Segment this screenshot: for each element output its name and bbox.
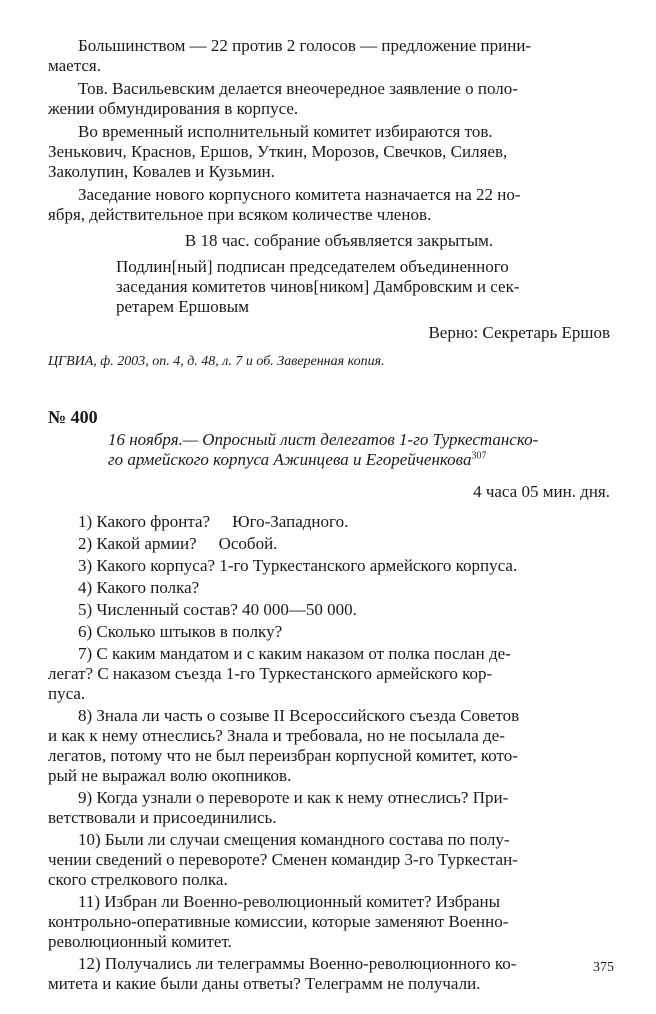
answer: 40 000—50 000. (242, 600, 357, 619)
page-number: 375 (593, 960, 614, 975)
question-line (48, 556, 610, 576)
closing-line: В 18 час. собрание объявляется закрытым. (184, 231, 494, 250)
question-paragraph: 8) Знала ли часть о созыве II Всероссийского съезда Советов и как к нему отнеслись? Знала и требовала, но не посылала де- легатов, потому что не был переизбран корпусной комитет, кото- рый не выражал волю окопников. (48, 706, 520, 785)
answer: Особой. (218, 534, 278, 553)
signed-note: Подлин[ный] подписан председателем объединенного заседания комитетов чинов[ником] Дамбровским и сек- ретарем Ершовым (116, 257, 520, 316)
question: 1) Какого фронта? (78, 512, 211, 531)
top-section (48, 36, 610, 371)
question-line (48, 600, 610, 620)
question-line (48, 534, 610, 554)
question-paragraph: 7) С каким мандатом и с каким наказом от полка послан де- легат? С наказом съезда 1-го Туркестанского армейского кор- пуса. (48, 644, 511, 703)
document-title-text: 16 ноября.— Опросный лист делегатов 1-го Туркестанско- го армейского корпуса Ажинцева и Егорейченкова (108, 430, 539, 469)
answer: 1-го Туркестанского армейского корпуса. (219, 556, 518, 575)
paragraph-meeting: Заседание нового корпусного комитета назначается на 22 но- ября, действительное при всяком количестве членов. (48, 185, 521, 224)
question-line (48, 622, 610, 642)
paragraph-vote: Большинством — 22 против 2 голосов — предложение прини- мается. (48, 36, 532, 75)
question-paragraph: 11) Избран ли Военно-революционный комитет? Избраны контрольно-оперативные комиссии, которые заменяют Военно- революционный комитет. (48, 892, 509, 951)
question-line (48, 578, 610, 598)
question: 6) Сколько штыков в полку? (78, 622, 283, 641)
document-time: 4 часа 05 мин. дня. (473, 482, 610, 501)
answer: Юго-Западного. (232, 512, 349, 531)
archive-source: ЦГВИА, ф. 2003, оп. 4, д. 48, л. 7 и об. Заверенная копия. (48, 354, 385, 369)
paragraph-statement: Тов. Васильевским делается внеочередное заявление о поло- жении обмундирования в корпусе. (48, 79, 518, 118)
paragraph-committee: Во временный исполнительный комитет избираются тов. Зенькович, Краснов, Ершов, Уткин, Морозов, Свечков, Силяев, Заколупин, Ковалев и Кузьмин. (48, 122, 508, 181)
question-paragraph: 12) Получались ли телеграммы Военно-революционного ко- митета и какие были даны ответы? Телеграмм не получали. (48, 954, 517, 993)
question: 3) Какого корпуса? (78, 556, 216, 575)
document-number: № 400 (48, 407, 98, 427)
question: 4) Какого полка? (78, 578, 200, 597)
question-paragraph: 10) Были ли случаи смещения командного состава по полу- чении сведений о перевороте? Сменен командир 3-го Туркестан- ского стрелкового полка. (48, 830, 518, 889)
questionnaire (48, 512, 610, 996)
question-line (48, 512, 610, 532)
question: 5) Численный состав? (78, 600, 238, 619)
document-title (108, 430, 608, 470)
footnote-ref: 307 (471, 450, 487, 462)
certification-line: Верно: Секретарь Ершов (428, 323, 610, 342)
question-paragraph: 9) Когда узнали о перевороте и как к нему отнеслись? При- ветствовали и присоединились. (48, 788, 509, 827)
question: 2) Какой армии? (78, 534, 197, 553)
